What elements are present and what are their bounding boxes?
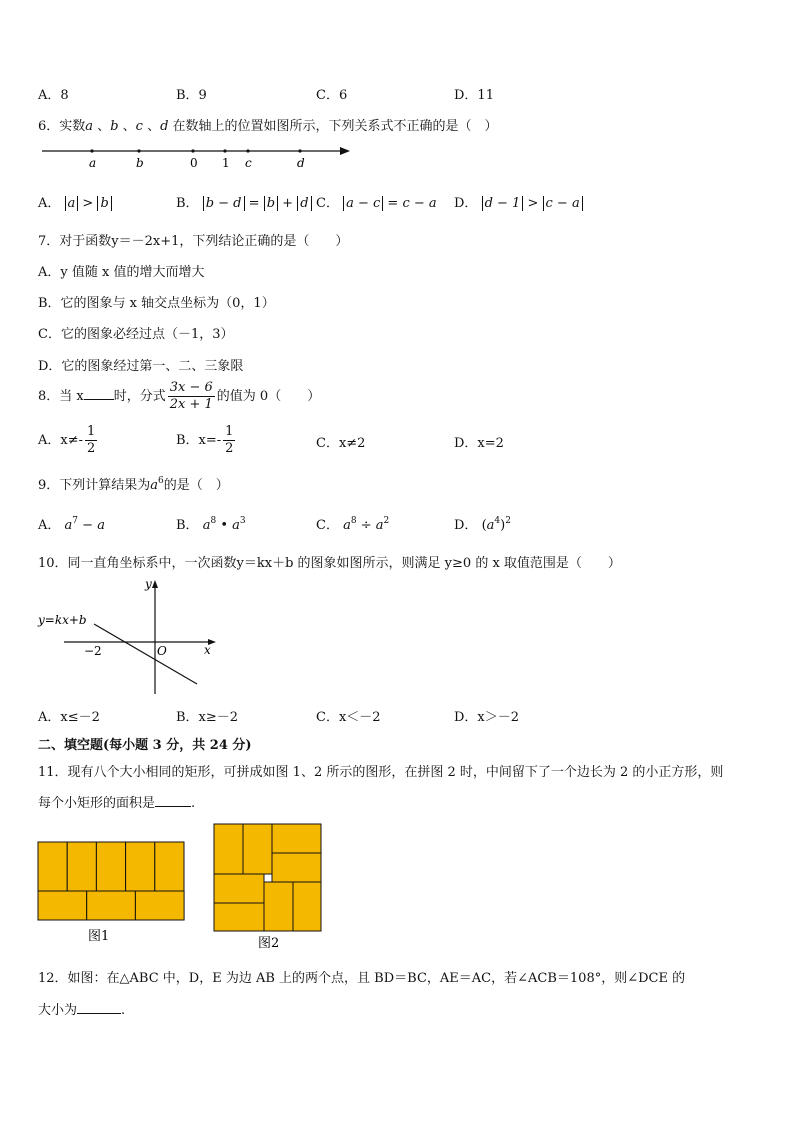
q11-figures	[36, 822, 326, 954]
q5-option-b: B．9	[176, 88, 207, 103]
q11-line1: 11．现有八个大小相同的矩形，可拼成如图 1、2 所示的图形，在拼图 2 时，中间留下了一个边长为 2 的小正方形，则	[38, 765, 724, 780]
rectangle	[293, 882, 321, 931]
q6-option-d: D． d − 1 > c − a	[454, 192, 583, 211]
q6-number-line	[38, 140, 358, 172]
numberline-point	[298, 149, 301, 152]
q6-stem-part1: 6．实数	[38, 119, 86, 134]
q10-option-a: A．x≤－2	[38, 710, 100, 725]
q8-stem: 8．当 x 时，分式 $\frac{3x - 6}{2x + 1}$ 的值为 0（ ）	[38, 380, 321, 412]
rectangle	[135, 891, 184, 920]
numberline-label: 1	[222, 156, 230, 170]
numberline-point	[90, 149, 93, 152]
numberline-point	[246, 149, 249, 152]
q5-option-a: A．8	[38, 88, 69, 103]
q12-line1: 12．如图：在△ABC 中，D，E 为边 AB 上的两个点，且 BD＝BC，AE＝AC，若∠ACB＝108°，则∠DCE 的	[38, 971, 686, 986]
q8-option-b: B．x=- $\frac{1}{2}$	[176, 424, 234, 456]
rectangle	[214, 824, 243, 874]
numberline-point	[223, 149, 226, 152]
q9-option-c: C． $a^8 \div a^2$	[316, 516, 390, 533]
q11-line2: 每个小矩形的面积是 .	[38, 796, 196, 811]
rectangle	[126, 842, 155, 891]
q9-option-b: B． $a^8$ • $a^3$	[176, 516, 246, 533]
rectangle	[264, 882, 293, 931]
q8-option-a: A．x≠- $\frac{1}{2}$	[38, 424, 96, 456]
figure-1-caption: 图1	[88, 929, 110, 944]
center-small-square	[264, 874, 272, 882]
rectangle	[214, 874, 264, 903]
q7-option-a: A．y 值随 x 值的增大而增大	[38, 265, 205, 280]
numberline-label: 0	[190, 156, 198, 170]
q6-option-c: C． a − c = c − a	[316, 196, 437, 211]
numberline-point	[137, 149, 140, 152]
rectangle	[87, 891, 136, 920]
rectangle	[272, 824, 321, 853]
rectangle	[214, 903, 264, 931]
rectangle	[155, 842, 184, 891]
numberline-label: a	[89, 156, 97, 170]
numberline-label: b	[136, 156, 144, 170]
numberline-label: c	[245, 156, 252, 170]
section-heading: 二、填空题(每小题 3 分，共 24 分)	[38, 738, 252, 753]
q8-option-d: D．x=2	[454, 436, 504, 451]
rectangle	[38, 891, 87, 920]
rectangle	[96, 842, 125, 891]
q9-option-a: A． $a^7 - a$	[38, 516, 105, 533]
x-axis-label: x	[204, 643, 211, 657]
q6-option-a: A． a > b	[38, 192, 112, 211]
rectangle	[243, 824, 272, 874]
figure-1	[38, 842, 184, 920]
q7-option-c: C．它的图象必经过点（－1，3）	[38, 327, 234, 342]
q8-blank	[84, 387, 114, 400]
function-line	[94, 624, 197, 684]
q12-blank	[77, 1001, 121, 1014]
q8-fraction: $\frac{3x - 6}{2x + 1}$	[169, 380, 213, 412]
rectangle	[38, 842, 67, 891]
graph-label: y=kx+b	[38, 613, 87, 627]
q10-option-b: B．x≥－2	[176, 710, 239, 725]
y-axis-label: y	[145, 577, 152, 591]
q10-stem: 10．同一直角坐标系中，一次函数y＝kx＋b 的图象如图所示，则满足 y≥0 的 x 取值范围是（ ）	[38, 556, 621, 571]
q10-option-c: C．x＜－2	[316, 710, 381, 725]
q6-stem: 6．实数a 、b 、c 、d 在数轴上的位置如图所示，下列关系式不正确的是（ ）	[38, 119, 498, 134]
q10-option-d: D．x＞－2	[454, 710, 520, 725]
tick-label: −2	[84, 644, 102, 658]
q6-stem-part2: 在数轴上的位置如图所示，下列关系式不正确的是（ ）	[172, 119, 498, 134]
numberline-point	[191, 149, 194, 152]
q5-option-d: D．11	[454, 88, 494, 103]
q7-option-b: B．它的图象与 x 轴交点坐标为（0，1）	[38, 296, 275, 311]
q8-stem-part1: 8．当 x	[38, 389, 84, 404]
q7-option-d: D．它的图象经过第一、二、三象限	[38, 359, 244, 374]
rectangle	[272, 853, 321, 882]
q8-option-c: C．x≠2	[316, 436, 366, 451]
q5-option-c: C．6	[316, 88, 348, 103]
figure-2	[214, 824, 321, 931]
q11-blank	[155, 794, 191, 807]
rectangle	[67, 842, 96, 891]
q10-graph	[34, 574, 224, 699]
numberline-label: d	[297, 156, 305, 170]
q12-line2: 大小为 .	[38, 1003, 126, 1018]
q7-stem: 7．对于函数y＝－2x+1，下列结论正确的是（ ）	[38, 234, 349, 249]
q9-option-d: D． $(a^4)^2$	[454, 516, 511, 533]
figure-2-caption: 图2	[258, 936, 280, 951]
q6-option-b: B． b − d = b + d	[176, 192, 312, 211]
q9-stem: 9．下列计算结果为$a^6$的是（ ）	[38, 476, 229, 493]
origin-label: O	[157, 644, 167, 658]
